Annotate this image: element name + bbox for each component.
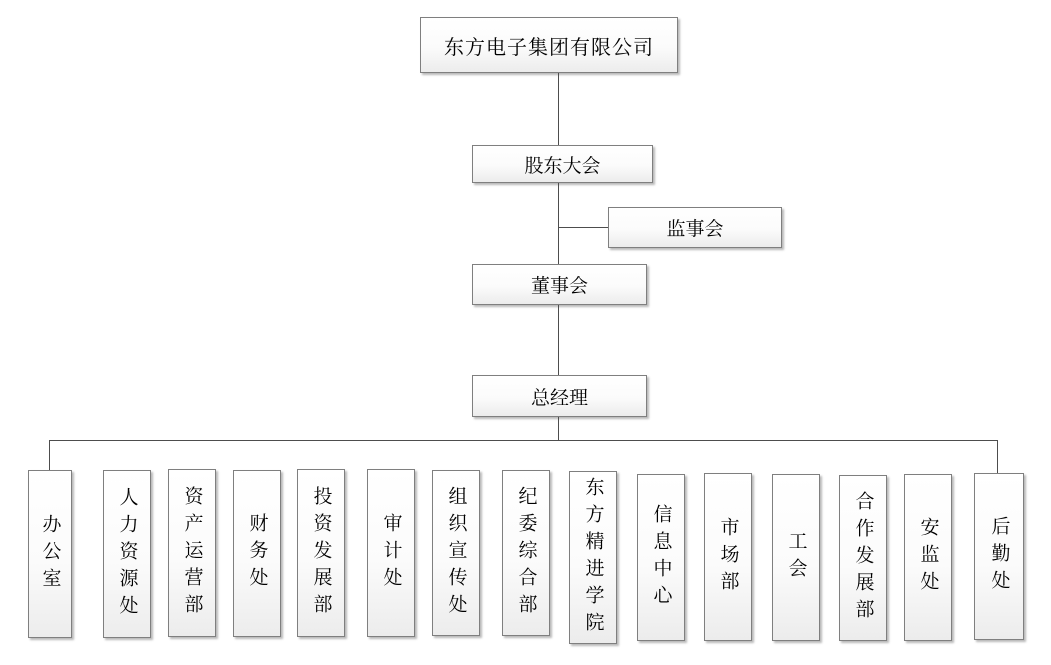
dept-label-investment-development: 投资发展部: [310, 485, 332, 621]
connector-branch-supervisory: [558, 227, 608, 228]
dept-label-cooperation-development: 合作发展部: [852, 490, 874, 626]
dept-box-safety-supervision: [904, 474, 952, 641]
node-general-manager: 总经理: [472, 375, 647, 417]
connector-gm-to-bus: [558, 417, 559, 440]
connector-bus-line: [49, 440, 998, 441]
dept-box-information-center: [637, 474, 685, 641]
dept-label-audit: 审计处: [380, 512, 402, 594]
dept-box-logistics: [974, 473, 1024, 640]
node-board-of-directors: 董事会: [472, 264, 647, 305]
dept-box-finance: [233, 470, 281, 637]
dept-label-office: 办公室: [39, 513, 61, 595]
connector-root-to-shareholders: [558, 73, 559, 145]
connector-board-to-gm: [558, 305, 559, 375]
dept-label-information-center: 信息中心: [650, 503, 672, 612]
dept-label-organization-publicity: 组织宣传处: [445, 485, 467, 621]
dept-label-jingjin-academy: 东方精进学院: [582, 476, 604, 639]
dept-box-audit: [367, 469, 415, 637]
dept-label-logistics: 后勤处: [988, 516, 1010, 597]
dept-label-labor-union: 工会: [785, 530, 807, 585]
node-supervisory-board: 监事会: [608, 207, 782, 248]
dept-box-human-resources: [103, 470, 151, 638]
dept-label-finance: 财务处: [246, 513, 268, 594]
dept-box-asset-operations: [168, 469, 216, 637]
dept-label-safety-supervision: 安监处: [917, 517, 939, 598]
dept-box-investment-development: [297, 469, 345, 637]
dept-box-office: [28, 470, 72, 638]
dept-box-discipline-inspection: [502, 470, 550, 636]
dept-box-jingjin-academy: [569, 471, 617, 644]
dept-box-marketing: [704, 473, 752, 641]
dept-label-discipline-inspection: 纪委综合部: [515, 485, 537, 621]
connector-shareholders-to-board: [558, 183, 559, 264]
dept-box-cooperation-development: [839, 475, 887, 641]
connector-bus-right-drop: [997, 440, 998, 473]
dept-box-labor-union: [772, 474, 820, 641]
dept-label-human-resources: 人力资源处: [116, 486, 138, 622]
dept-box-organization-publicity: [432, 470, 480, 636]
connector-bus-left-drop: [49, 440, 50, 470]
node-shareholders-meeting: 股东大会: [472, 145, 653, 183]
dept-label-marketing: 市场部: [717, 516, 739, 598]
node-company-root: 东方电子集团有限公司: [420, 17, 678, 73]
dept-label-asset-operations: 资产运营部: [181, 485, 203, 621]
